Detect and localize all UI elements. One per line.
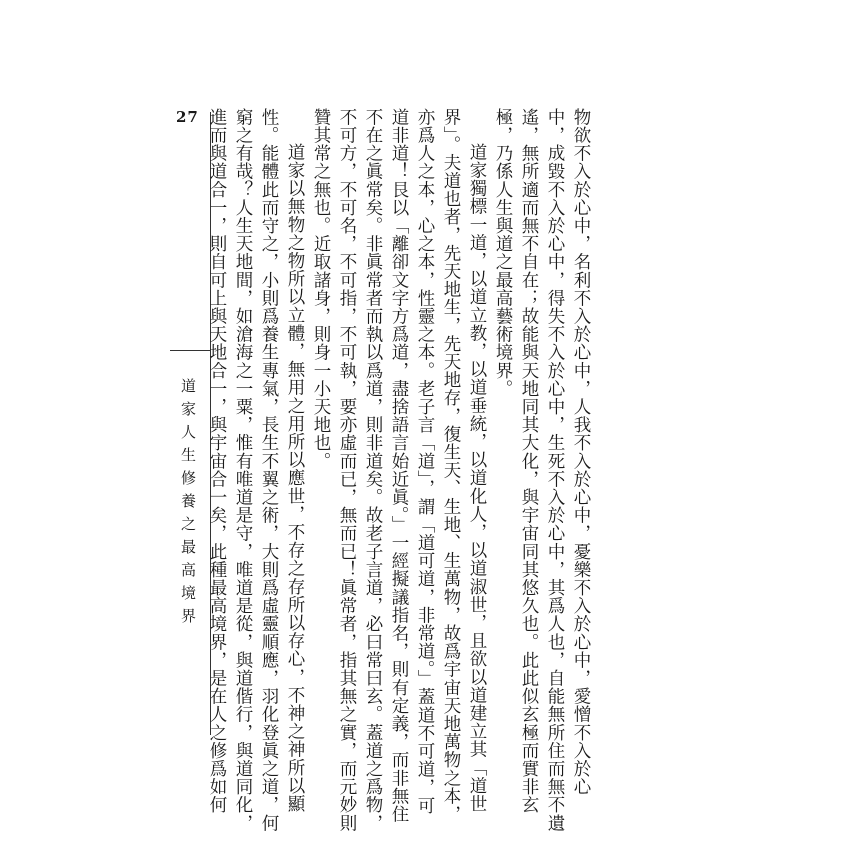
text-column: 界」。夫道也者，先天地生，先天地存，復生天、生地、生萬物，故爲宇宙天地萬物之本， xyxy=(441,108,461,824)
page-number: 27 xyxy=(176,108,199,126)
text-column: 窮之有哉？人生天地間，如滄海之一粟，惟有唯道是守，唯道是從，與道偕行，與道同化， xyxy=(233,108,253,832)
text-column: 極，乃係人生與道之最高藝術境界。 xyxy=(493,108,513,398)
text-column: 中，成毀不入於心中，得失不入於心中，生死不入於心中，其爲人也，自能無所住而無不遺 xyxy=(545,108,565,832)
text-column: 道非道！艮以「離卻文字方爲道，盡捨語言始近眞。」一經擬議指名，則有定義，而非無住 xyxy=(389,108,409,824)
text-column: 物欲不入於心中，名利不入於心中，人我不入於心中，憂樂不入於心中，愛憎不入於心 xyxy=(571,108,591,796)
text-column-paragraph-start: 道家獨標一道，以道立教，以道垂統，以道化人，以道淑世，且欲以道建立其「道世 xyxy=(467,143,487,813)
running-head: 道家人生修養之最高境界 xyxy=(179,378,197,631)
body-text xyxy=(207,108,594,832)
text-column: 性。能體此而守之，小則爲養生專氣，長生不翼之術，大則爲虛靈順應，羽化登眞之道，何 xyxy=(259,108,279,832)
text-column-paragraph-start: 道家以無物之物所以立體，無用之用所以應世，不存之存所以存心，不神之神所以顯 xyxy=(285,143,305,813)
text-column: 贊其常之無也。近取諸身，則身一小天地也。 xyxy=(311,108,331,470)
text-column: 不在之眞常矣。非眞常者而執以爲道，則非道矣。故老子言道，必曰常曰玄。蓋道之爲物， xyxy=(363,108,383,832)
text-column: 不可方，不可名，不可指，不可執，要亦虛而已，無而已！眞常者，指其無之實，而元妙則 xyxy=(337,108,357,832)
text-column: 遙，無所適而無不自在；故能與天地同其大化，與宇宙同其悠久也。此此似玄極而實非玄 xyxy=(519,108,539,814)
text-column: 進而與道合一，則自可上與天地合一，與宇宙合一矣，此種最高境界，是在人之修爲如何 xyxy=(207,108,227,814)
text-column: 亦爲人之本，心之本，性靈之本。老子言「道」，謂「道可道，非常道。」蓋道不可道，可 xyxy=(415,108,435,815)
